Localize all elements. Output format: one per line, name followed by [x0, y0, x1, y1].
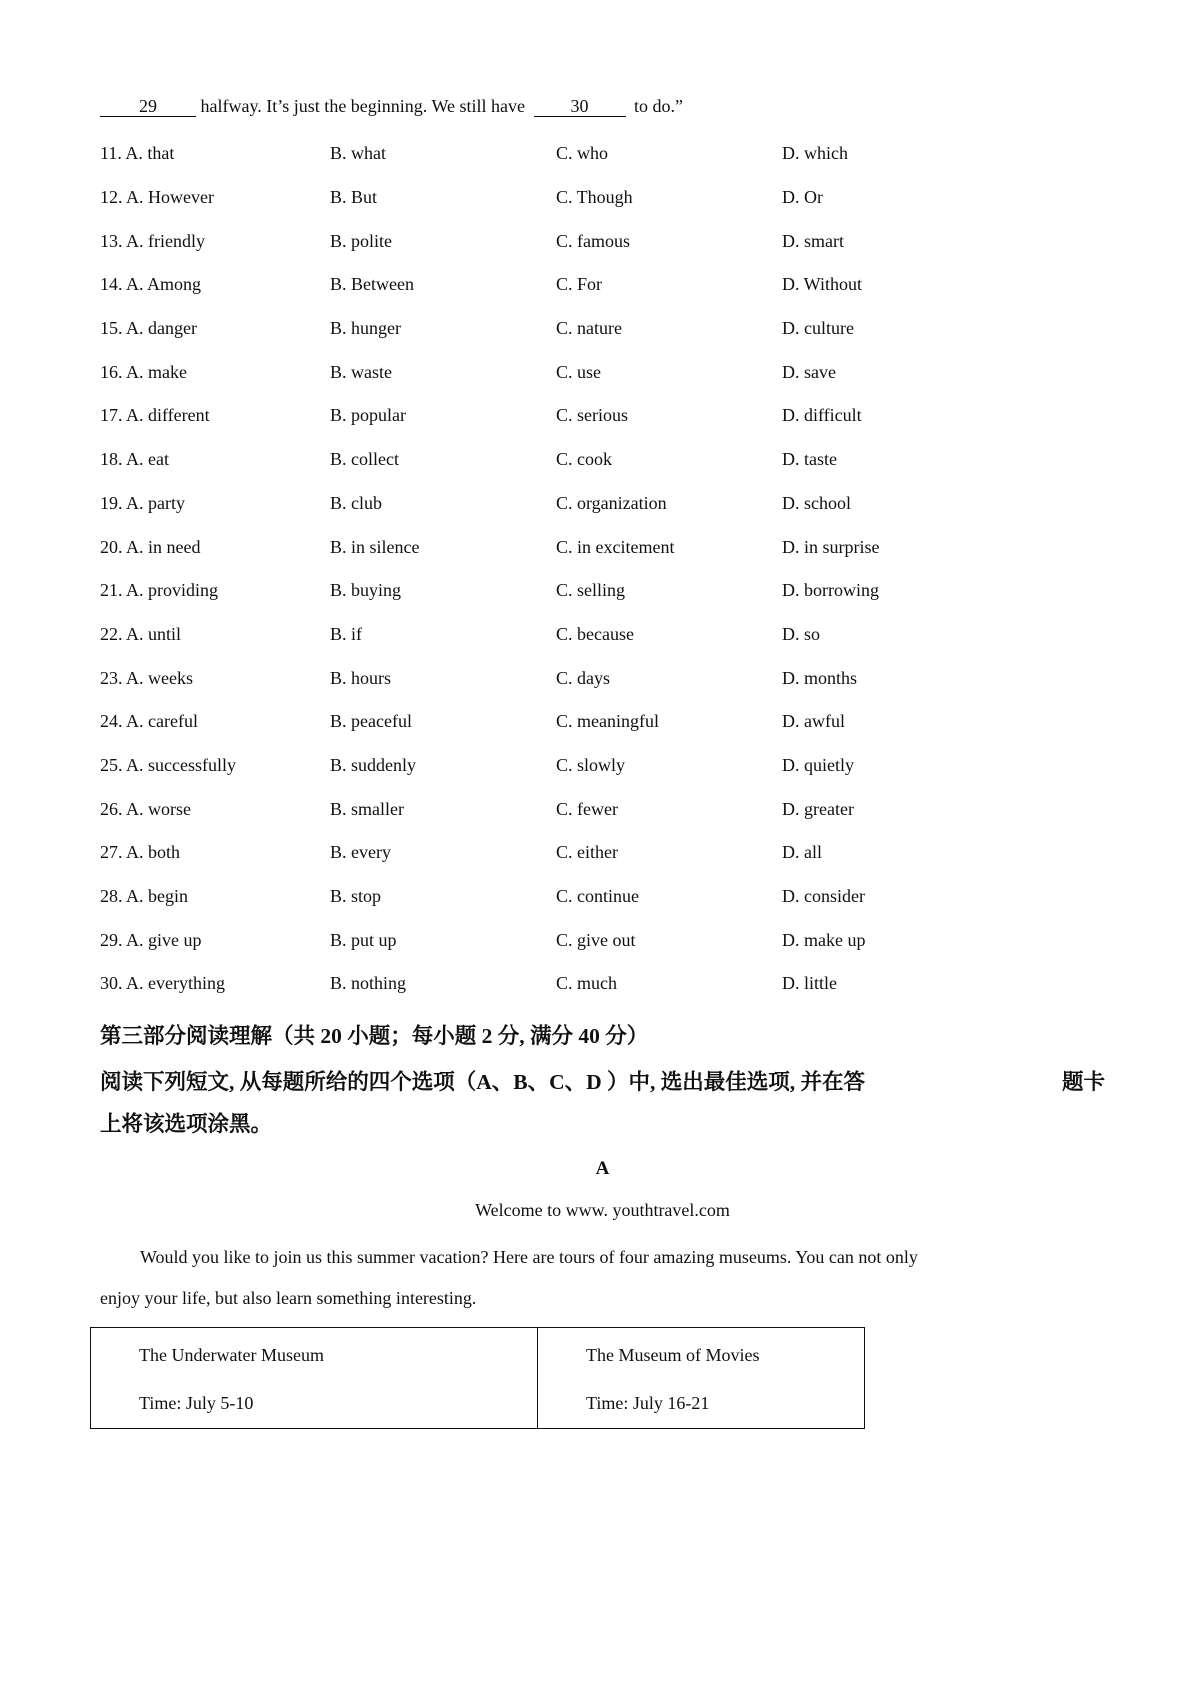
option-cell: D. greater [782, 798, 854, 819]
option-cell: D. in surprise [782, 536, 880, 557]
option-cell: C. For [556, 274, 603, 295]
option-cell: D. all [782, 842, 822, 863]
option-cell: B. hunger [330, 318, 401, 339]
option-cell: B. hours [330, 667, 392, 688]
option-cell: 11. A. that [100, 143, 175, 164]
option-cell: B. suddenly [330, 754, 417, 775]
option-cell: B. smaller [330, 798, 404, 819]
option-cell: 18. A. eat [100, 449, 169, 470]
cloze-question-row [100, 307, 1105, 351]
cloze-question-row [100, 962, 1105, 1006]
option-cell: C. cook [556, 449, 612, 470]
cloze-question-row [100, 394, 1105, 438]
option-cell: C. famous [556, 230, 630, 251]
option-cell: C. use [556, 361, 601, 382]
cloze-blank-29: 29 [100, 96, 196, 117]
cloze-blank-30: 30 [534, 96, 626, 117]
option-cell: C. days [556, 667, 610, 688]
museum-name: The Museum of Movies [586, 1344, 760, 1365]
option-cell: D. save [782, 361, 836, 382]
option-cell: B. collect [330, 449, 399, 470]
option-cell: C. who [556, 143, 609, 164]
cloze-text-end: to do.” [629, 96, 683, 116]
cloze-question-row [100, 831, 1105, 875]
option-cell: C. serious [556, 405, 628, 426]
option-cell: B. buying [330, 580, 402, 601]
option-cell: B. every [330, 842, 391, 863]
passage-paragraph-line2: enjoy your life, but also learn something interesting. [100, 1287, 477, 1308]
option-cell: 16. A. make [100, 361, 187, 382]
option-cell: B. club [330, 492, 382, 513]
option-cell: C. because [556, 623, 634, 644]
museum-time: Time: July 16-21 [586, 1392, 710, 1413]
option-cell: C. meaningful [556, 711, 659, 732]
reading-section-header: 第三部分阅读理解（共 20 小题；每小题 2 分, 满分 40 分） [100, 1023, 649, 1048]
option-cell: 27. A. both [100, 842, 181, 863]
option-cell: D. quietly [782, 754, 854, 775]
option-cell: D. little [782, 973, 837, 994]
option-cell: 24. A. careful [100, 711, 198, 732]
cloze-question-row [100, 918, 1105, 962]
option-cell: C. selling [556, 580, 626, 601]
option-cell: D. Without [782, 274, 862, 295]
option-cell: D. school [782, 492, 851, 513]
option-cell: 25. A. successfully [100, 754, 236, 775]
museum-cell-movies [538, 1327, 865, 1428]
option-cell: 20. A. in need [100, 536, 201, 557]
cloze-question-row [100, 438, 1105, 482]
cloze-question-row [100, 744, 1105, 788]
option-cell: 17. A. different [100, 405, 210, 426]
option-cell: D. borrowing [782, 580, 879, 601]
museum-tours-table [90, 1327, 865, 1429]
option-cell: D. make up [782, 929, 866, 950]
option-cell: D. taste [782, 449, 837, 470]
cloze-text-mid: halfway. It’s just the beginning. We still have [196, 96, 525, 116]
cloze-question-row [100, 875, 1105, 919]
passage-label-a: A [595, 1157, 610, 1179]
option-cell: D. consider [782, 886, 865, 907]
option-cell: 22. A. until [100, 623, 182, 644]
option-cell: D. awful [782, 711, 845, 732]
option-cell: C. Though [556, 187, 633, 208]
cloze-question-row [100, 569, 1105, 613]
option-cell: D. Or [782, 187, 823, 208]
option-cell: C. either [556, 842, 618, 863]
option-cell: D. so [782, 623, 821, 644]
cloze-question-row [100, 132, 1105, 176]
option-cell: C. fewer [556, 798, 618, 819]
option-cell: B. peaceful [330, 711, 412, 732]
option-cell: 13. A. friendly [100, 230, 205, 251]
cloze-question-row [100, 787, 1105, 831]
option-cell: B. nothing [330, 973, 407, 994]
passage-title: Welcome to www. youthtravel.com [475, 1199, 730, 1220]
option-cell: 12. A. However [100, 187, 214, 208]
option-cell: 14. A. Among [100, 274, 202, 295]
option-cell: B. what [330, 143, 386, 164]
option-cell: B. if [330, 623, 363, 644]
table-row [91, 1327, 865, 1428]
option-cell: C. slowly [556, 754, 626, 775]
option-cell: B. in silence [330, 536, 420, 557]
option-cell: 21. A. providing [100, 580, 219, 601]
reading-instructions-right: 题卡 [1061, 1069, 1105, 1094]
passage-paragraph-line1: Would you like to join us this summer vacation? Here are tours of four amazing museums. You can not only [140, 1246, 918, 1267]
reading-instructions-line2: 上将该选项涂黑。 [100, 1111, 273, 1136]
option-cell: 28. A. begin [100, 886, 188, 907]
option-cell: B. put up [330, 929, 397, 950]
option-cell: B. waste [330, 361, 392, 382]
museum-time: Time: July 5-10 [139, 1392, 254, 1413]
reading-instructions-left: 阅读下列短文, 从每题所给的四个选项（A、B、C、D ）中, 选出最佳选项, 并在答 [100, 1069, 866, 1094]
option-cell: C. in excitement [556, 536, 675, 557]
option-cell: 15. A. danger [100, 318, 197, 339]
option-cell: 26. A. worse [100, 798, 191, 819]
reading-instructions-line1 [100, 1066, 1105, 1098]
option-cell: 19. A. party [100, 492, 185, 513]
option-cell: D. which [782, 143, 848, 164]
cloze-question-row [100, 219, 1105, 263]
option-cell: 23. A. weeks [100, 667, 193, 688]
option-cell: C. much [556, 973, 617, 994]
option-cell: D. months [782, 667, 858, 688]
option-cell: B. stop [330, 886, 382, 907]
option-cell: D. smart [782, 230, 844, 251]
cloze-question-row [100, 482, 1105, 526]
option-cell: D. culture [782, 318, 854, 339]
option-cell: C. organization [556, 492, 667, 513]
cloze-question-row [100, 176, 1105, 220]
option-cell: B. But [330, 187, 378, 208]
cloze-passage-last-line [100, 94, 1105, 118]
option-cell: 29. A. give up [100, 929, 202, 950]
cloze-question-row [100, 525, 1105, 569]
option-cell: C. continue [556, 886, 639, 907]
option-cell: B. polite [330, 230, 392, 251]
option-cell: B. popular [330, 405, 406, 426]
option-cell: D. difficult [782, 405, 862, 426]
option-cell: C. nature [556, 318, 622, 339]
cloze-question-row [100, 263, 1105, 307]
cloze-question-row [100, 613, 1105, 657]
option-cell: B. Between [330, 274, 414, 295]
cloze-question-row [100, 700, 1105, 744]
cloze-question-row [100, 350, 1105, 394]
option-cell: C. give out [556, 929, 636, 950]
cloze-question-list [100, 132, 1105, 1006]
option-cell: 30. A. everything [100, 973, 225, 994]
museum-name: The Underwater Museum [139, 1344, 324, 1365]
cloze-question-row [100, 656, 1105, 700]
museum-cell-underwater [91, 1327, 538, 1428]
